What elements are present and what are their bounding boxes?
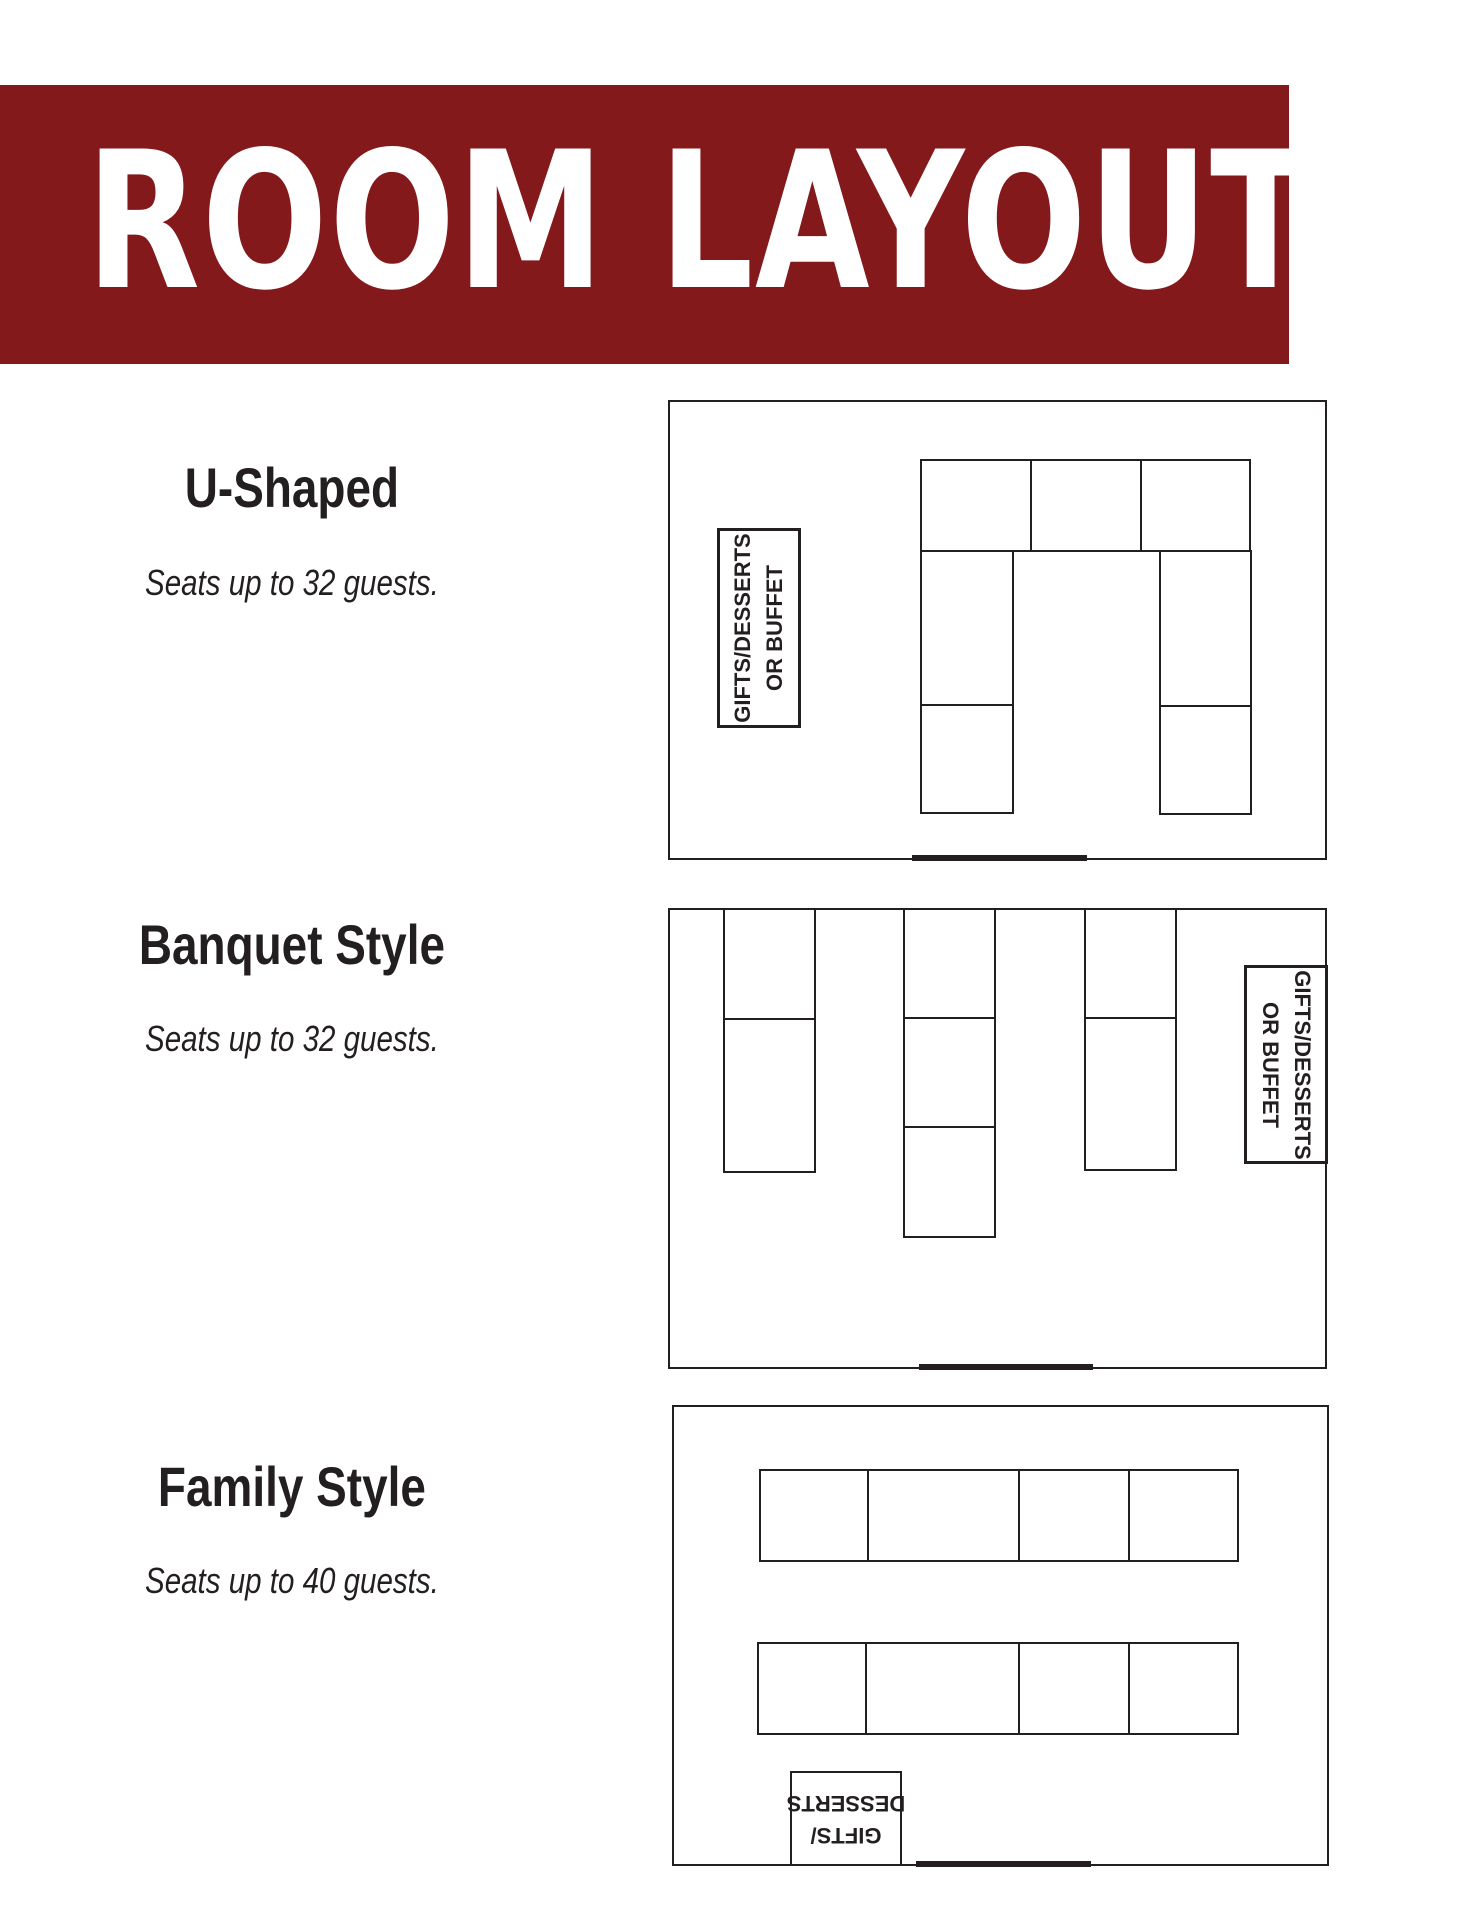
- banquet-buffet-label: GIFTS/DESSERTS OR BUFFET: [1258, 969, 1315, 1160]
- family-heading: Family Style: [157, 1455, 426, 1518]
- u-shaped-heading: U-Shaped: [184, 456, 400, 519]
- banquet-heading: Banquet Style: [138, 913, 446, 976]
- banquet-buffet-table: [1244, 965, 1328, 1164]
- table: [865, 1642, 1020, 1735]
- table: [867, 1469, 1020, 1562]
- table: [723, 1018, 816, 1173]
- family-door: [916, 1861, 1091, 1867]
- u-shaped-door: [912, 855, 1087, 861]
- table: [1084, 1017, 1177, 1171]
- table: [1018, 1642, 1130, 1735]
- table: [1159, 705, 1252, 815]
- table: [757, 1642, 867, 1735]
- u-shaped-capacity: Seats up to 32 guests.: [145, 562, 439, 603]
- banquet-capacity: Seats up to 32 guests.: [145, 1018, 439, 1059]
- family-capacity: Seats up to 40 guests.: [145, 1560, 439, 1601]
- table: [1140, 459, 1251, 552]
- table: [1159, 550, 1252, 707]
- table: [920, 704, 1014, 814]
- table: [759, 1469, 869, 1562]
- table: [903, 1017, 996, 1128]
- table: [1018, 1469, 1130, 1562]
- table: [920, 459, 1032, 552]
- table: [1084, 908, 1177, 1019]
- u-shaped-buffet-table: [717, 528, 801, 728]
- family-buffet-table: [786, 1771, 906, 1866]
- table: [920, 550, 1014, 706]
- table: [723, 908, 816, 1020]
- table: [903, 1126, 996, 1238]
- u-shaped-buffet-label: GIFTS/DESSERTS OR BUFFET: [730, 533, 787, 723]
- table: [903, 908, 996, 1019]
- banquet-door: [919, 1364, 1093, 1370]
- family-buffet-label: GIFTS/ DESSERTS: [786, 1790, 906, 1848]
- table: [1128, 1469, 1239, 1562]
- table: [1128, 1642, 1239, 1735]
- table: [1030, 459, 1142, 552]
- page-title: ROOM LAYOUTS: [86, 111, 1422, 332]
